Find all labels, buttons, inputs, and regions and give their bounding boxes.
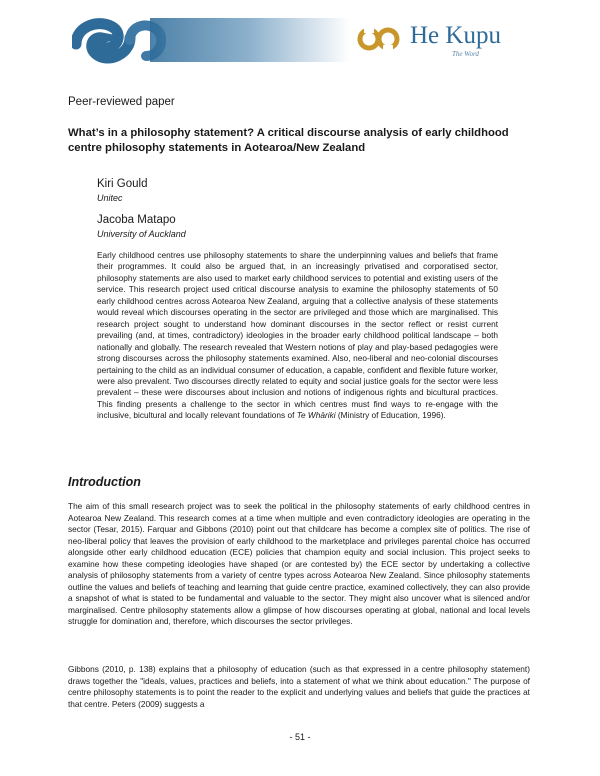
section-heading-introduction: Introduction	[68, 475, 141, 489]
abstract	[97, 250, 498, 422]
journal-logo-title: He Kupu	[410, 22, 501, 49]
banner-gradient	[150, 18, 350, 62]
body-paragraph: The aim of this small research project was to seek the political in the philosophy statements of early childhood centres in Aotearoa New Zealand. This research comes at a time when multiple and even contradictory ideologies are operating in the sector (Tesar, 2015). Farquar and Gibbons (2010) point out that childcare has become a complex site of politics. The rise of neo-liberal policy that leaves the provision of early childhood to the marketplace and privileges parental choice has occurred alongside other early childhood education (ECE) policies that champion equity and social inclusion. This project seeks to examine how these competing ideologies have shaped (or are contested by) the ECE sector by undertaking a collective analysis of philosophy statements from a variety of centre types across Aotearoa New Zealand. Since philosophy statements outline the values and beliefs of teaching and learning that guide centre practice, examined collectively, they can also provide a snapshot of what is stated to be fundamental and valuable to the sector. They might also uncover what is silenced and/or marginalised. Centre philosophy statements allow a glimpse of how discourses operating at global, national and local levels struggle for domination and, therefore, which discourses the sector privileges.	[68, 501, 530, 626]
abstract-text: Early childhood centres use philosophy statements to share the underpinning values and beliefs that frame their programmes. It could also be argued that, in an increasingly privatised and corporatised sector, philosophy statements are also used to market early childhood services to potential and existing users of the service. This research project used critical discourse analysis to examine the philosophy statements of 50 early childhood centres across Aotearoa New Zealand, arguing that a collective analysis of these statements would reveal which discourses operating in the sector are privileged and those which are marginalised. This research project sought to understand how dominant discourses in the sector reflect or resist current prevailing (and, at times, contradictory) ideologies in the broader early childhood political landscape – both nationally and globally. The research revealed that Western notions of play and play-based pedagogies were strong discourses across the philosophy statements examined. Also, neo-liberal and neo-colonial discourses pertaining to the child as an individual consumer of education, a capable, confident and flexible future worker, were also prevalent. Two discourses directly related to equity and social justice goals for the sector were less prevalent – these were discourses about inclusion and notions of indigenous rights and bicultural practices. This finding presents a challenge to the sector in which centres must find ways to re-engage with the inclusive, bicultural and locally relevant foundations of	[97, 250, 498, 421]
author-affiliation: University of Auckland	[97, 229, 186, 239]
page-number: - 51 -	[289, 732, 311, 742]
author-affiliation: Unitec	[97, 193, 123, 203]
author-name: Jacoba Matapo	[97, 214, 176, 226]
abstract-italic-term: Te Whāriki	[296, 410, 336, 421]
journal-logo-subtitle: The Word	[452, 50, 479, 58]
author-name: Kiri Gould	[97, 178, 148, 190]
paper-title: What’s in a philosophy statement? A critical discourse analysis of early childhood centre philosophy statements in Aotearoa/New Zealand	[68, 127, 509, 154]
abstract-citation: (Ministry of Education, 1996).	[335, 410, 446, 421]
journal-banner	[0, 0, 600, 80]
paper-type-label: Peer-reviewed paper	[68, 96, 175, 108]
body-paragraph: Gibbons (2010, p. 138) explains that a philosophy of education (such as that expressed in a centre philosophy statement) draws together the "ideals, values, practices and beliefs, into a statement of what we think about education." The purpose of centre philosophy statements is to point the reader to the explicit and underlying values and beliefs that guide the practices at that centre. Peters (2009) suggests a	[68, 664, 530, 709]
he-kupu-logo-icon	[356, 25, 402, 53]
